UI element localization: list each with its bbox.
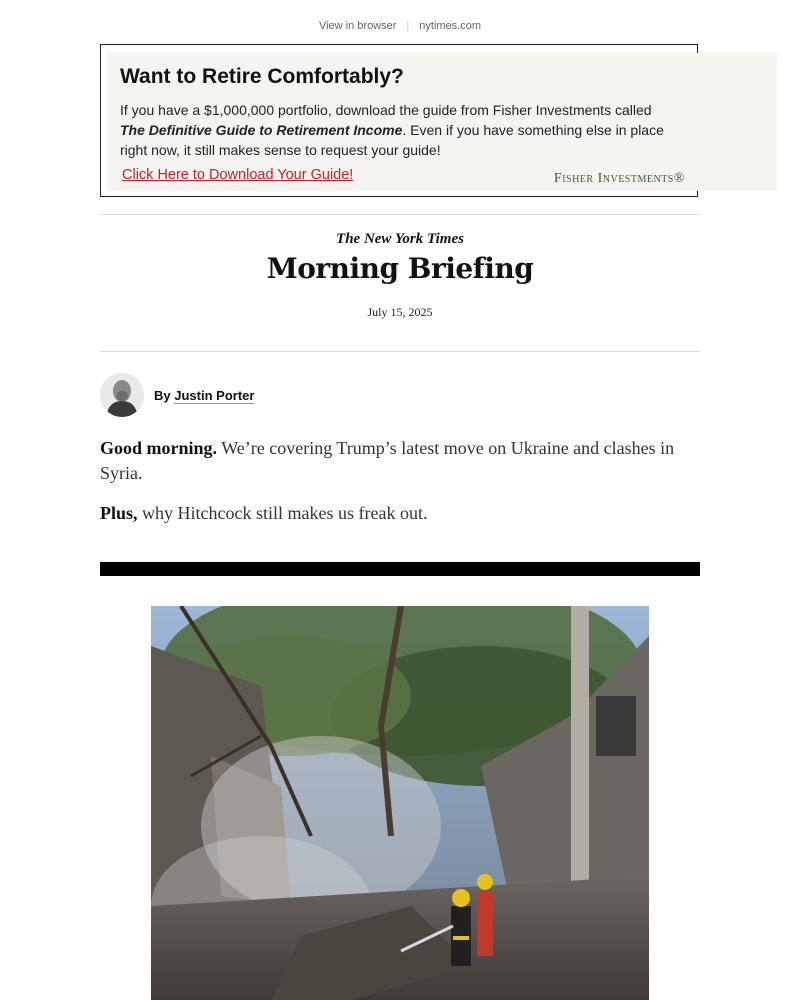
nytimes-link[interactable]: nytimes.com bbox=[419, 20, 482, 32]
ad-body bbox=[120, 100, 680, 160]
ad-title: Want to Retire Comfortably? bbox=[120, 65, 404, 88]
intro-paragraph bbox=[100, 436, 700, 486]
intro-lead: Good morning. bbox=[100, 438, 218, 458]
intro-text-1: We’re covering Trump’s latest move on Ukraine and clashes in Syria. bbox=[100, 438, 675, 483]
intro-text bbox=[100, 436, 700, 541]
divider: | bbox=[406, 20, 410, 32]
byline-prefix: By bbox=[154, 387, 171, 403]
newsletter-title: Morning Briefing bbox=[266, 252, 534, 285]
ad-body-part-2: . Even if you have something else in place right now, it still makes sense to request your guide! bbox=[120, 122, 664, 158]
nyt-masthead-logo: The New York Times bbox=[336, 231, 464, 247]
divider bbox=[100, 351, 700, 352]
avatar-portrait-icon bbox=[100, 373, 144, 417]
ad-book-title: The Definitive Guide to Retirement Income bbox=[120, 122, 403, 138]
ad-body-part-1: If you have a $1,000,000 portfolio, download the guide from Fisher Investments called bbox=[120, 102, 652, 118]
ad-brand-logo: Fisher Investments® bbox=[553, 171, 685, 186]
newsletter-date: July 15, 2025 bbox=[367, 305, 433, 319]
intro-text-2: why Hitchcock still makes us freak out. bbox=[137, 503, 428, 523]
top-links-bar bbox=[0, 17, 800, 35]
view-in-browser-link[interactable]: View in browser bbox=[318, 20, 397, 32]
section-divider-bar bbox=[100, 562, 700, 576]
intro-paragraph bbox=[100, 501, 700, 526]
lead-article-photo[interactable] bbox=[151, 606, 649, 1000]
author-avatar bbox=[100, 373, 144, 417]
divider bbox=[100, 214, 700, 215]
intro-lead: Plus, bbox=[100, 503, 138, 523]
author-link[interactable]: Justin Porter bbox=[174, 387, 255, 403]
byline bbox=[154, 388, 254, 403]
byline-row bbox=[100, 373, 254, 417]
photo-image bbox=[151, 606, 649, 1000]
ad-download-link[interactable]: Click Here to Download Your Guide! bbox=[122, 167, 354, 183]
advertisement-banner[interactable] bbox=[100, 44, 698, 197]
